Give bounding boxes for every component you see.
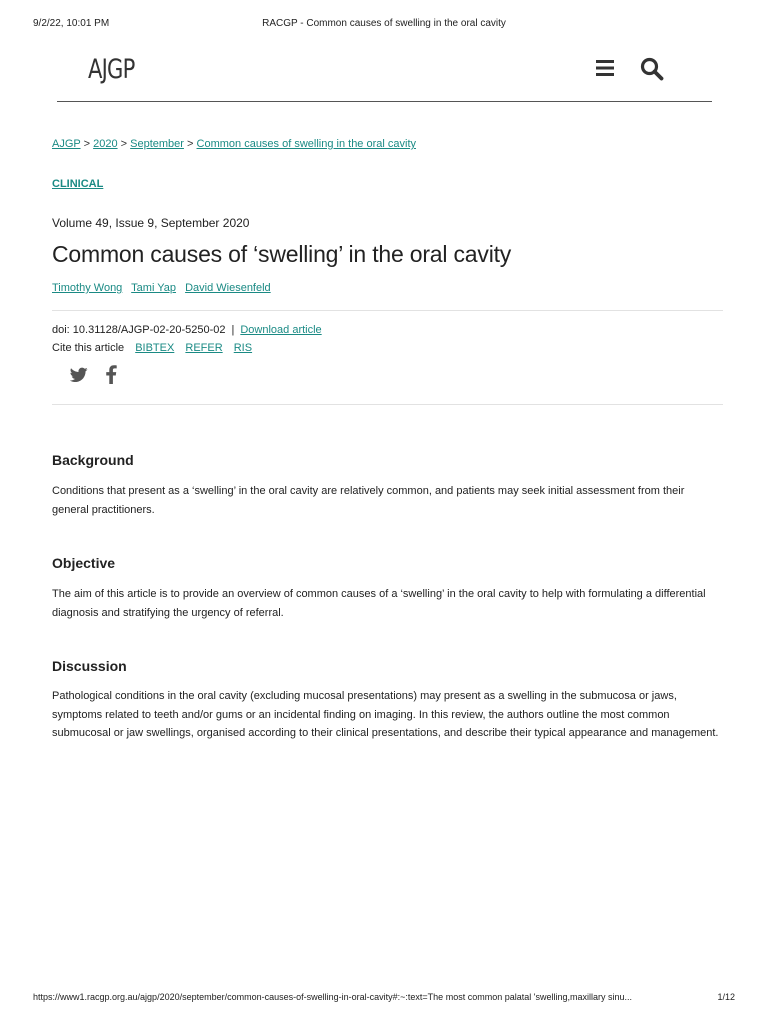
print-header (33, 18, 735, 32)
breadcrumb-link-ajgp[interactable]: AJGP (52, 138, 81, 150)
doi-line (52, 324, 723, 336)
background-text: Conditions that present as a ‘swelling’ in the oral cavity are relatively common, and patients may seek initial assessment from their general practitioners. (52, 485, 685, 516)
category-link[interactable]: CLINICAL (52, 178, 104, 190)
breadcrumb-link-month[interactable]: September (130, 138, 184, 150)
author-link[interactable]: Timothy Wong (52, 282, 123, 294)
cite-ris-link[interactable]: RIS (233, 342, 253, 354)
breadcrumb (52, 138, 723, 150)
cite-refer-link[interactable]: REFER (185, 342, 223, 354)
magnifier-search-icon[interactable] (640, 57, 664, 81)
background-heading: Background (52, 452, 134, 468)
print-page-number: 1/12 (717, 992, 735, 1002)
hamburger-menu-icon[interactable] (596, 59, 616, 77)
facebook-f-icon[interactable] (105, 365, 117, 384)
divider (52, 310, 723, 311)
objective-heading: Objective (52, 555, 116, 571)
site-header (57, 48, 712, 102)
breadcrumb-link-article[interactable]: Common causes of swelling in the oral cavity (196, 138, 416, 150)
objective-text: The aim of this article is to provide an overview of common causes of a ‘swelling’ in the oral cavity to help with formulating a differential diagnosis and stratifying the urgency of referral. (52, 588, 706, 619)
print-datetime: 9/2/22, 10:01 PM (33, 18, 110, 29)
site-logo[interactable]: AJGP (88, 54, 135, 85)
cite-label: Cite this article (52, 342, 125, 354)
download-article-link[interactable]: Download article (240, 324, 322, 336)
author-link[interactable]: David Wiesenfeld (185, 282, 271, 294)
cite-line (52, 342, 723, 354)
doi-text: doi: 10.31128/AJGP-02-20-5250-02 (52, 324, 226, 336)
breadcrumb-separator: > (187, 138, 194, 150)
issue-info: Volume 49, Issue 9, September 2020 (52, 216, 250, 230)
breadcrumb-link-year[interactable]: 2020 (93, 138, 118, 150)
print-page-title: RACGP - Common causes of swelling in the oral cavity (262, 18, 506, 29)
breadcrumb-separator: > (83, 138, 91, 150)
category-tag (52, 178, 723, 190)
print-footer (33, 992, 735, 1006)
cite-bibtex-link[interactable]: BIBTEX (135, 342, 175, 354)
share-bar (52, 364, 723, 386)
doi-separator: | (231, 324, 235, 336)
print-url: https://www1.racgp.org.au/ajgp/2020/september/common-causes-of-swelling-in-oral-cavity#:~:text=The most common palatal 'swelling,maxillary sinu... (33, 992, 632, 1002)
discussion-heading: Discussion (52, 658, 127, 674)
discussion-text: Pathological conditions in the oral cavity (excluding mucosal presentations) may present as a swelling in the submucosa or jaws, symptoms related to teeth and/or gums or an incidental finding on imaging. In this review, the authors outline the most common submucosal or jaw swellings, organised according to their clinical presentations, and describe their typical appearance and management. (52, 690, 719, 739)
article-title: Common causes of ‘swelling’ in the oral cavity (52, 241, 512, 267)
twitter-bird-icon[interactable] (70, 367, 88, 383)
author-list (52, 282, 723, 294)
breadcrumb-separator: > (120, 138, 128, 150)
author-link[interactable]: Tami Yap (131, 282, 177, 294)
divider (52, 404, 723, 405)
